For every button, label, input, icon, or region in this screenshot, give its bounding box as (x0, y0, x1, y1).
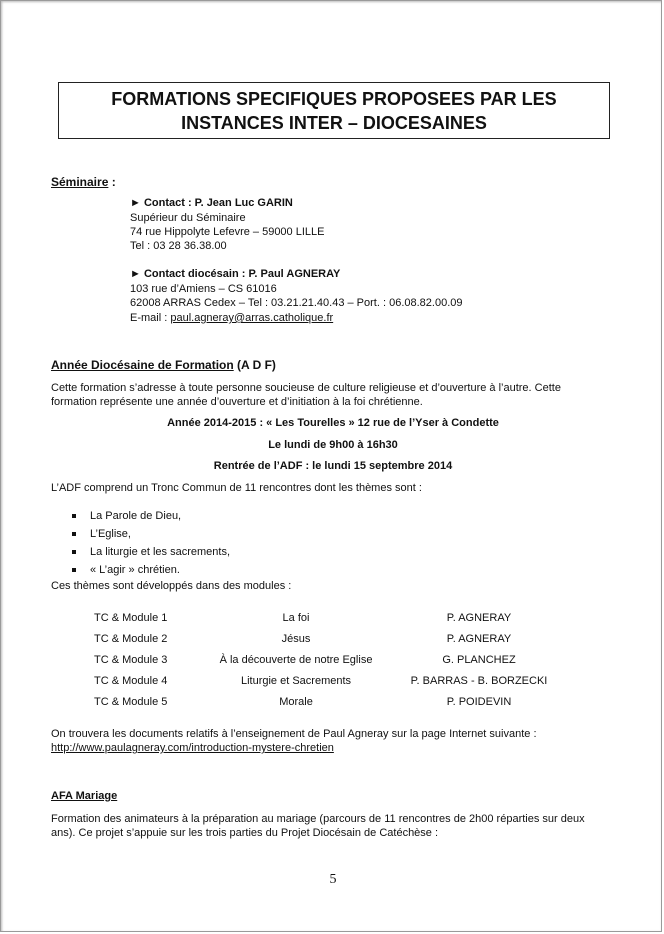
seminaire-heading-suffix: : (108, 175, 116, 189)
email-prefix: E-mail : (130, 312, 171, 324)
theme-text: L’Eglise, (90, 528, 131, 540)
module-row (1, 675, 664, 689)
contact2-line: 103 rue d’Amiens – CS 61016 (130, 283, 277, 295)
module-speaker: P. AGNERAY (446, 612, 512, 624)
module-row (1, 696, 664, 710)
adf-tronc-line: L’ADF comprend un Tronc Commun de 11 rencontres dont les thèmes sont : (51, 482, 422, 494)
module-row (1, 654, 664, 668)
afa-line-1: Formation des animateurs à la préparation au mariage (parcours de 11 rencontres de 2h00 réparties sur deux (51, 813, 585, 825)
modules-intro: Ces thèmes sont développés dans des modules : (51, 580, 292, 592)
module-row (1, 612, 664, 626)
adf-intro-line-2: formation représente une année d’ouverture et d’initiation à la foi chrétienne. (51, 396, 423, 408)
module-theme: À la découverte de notre Eglise (219, 654, 373, 666)
adf-intro-line-1: Cette formation s’adresse à toute personne soucieuse de culture religieuse et d’ouverture à l’autre. Cette (51, 382, 561, 394)
title-line-2: INSTANCES INTER – DIOCESAINES (181, 113, 487, 133)
docs-url-link[interactable]: http://www.paulagneray.com/introduction-mystere-chretien (51, 742, 334, 754)
module-speaker: P. AGNERAY (446, 633, 512, 645)
module-row (1, 633, 664, 647)
title-line-1: FORMATIONS SPECIFIQUES PROPOSEES PAR LES (111, 89, 557, 109)
module-theme: Jésus (281, 633, 311, 645)
module-theme: Liturgie et Sacrements (240, 675, 352, 687)
module-theme: Morale (279, 696, 313, 708)
module-name: TC & Module 1 (94, 612, 168, 624)
bullet-icon (72, 532, 76, 536)
module-name: TC & Module 2 (94, 633, 168, 645)
contact1-line: 74 rue Hippolyte Lefevre – 59000 LILLE (130, 226, 325, 238)
adf-heading-suffix: (A D F) (233, 358, 276, 372)
adf-heading-row (51, 358, 276, 373)
contact1-label: ► Contact : P. Jean Luc GARIN (130, 197, 293, 209)
theme-text: La Parole de Dieu, (90, 510, 182, 522)
adf-heading: Année Diocésaine de Formation (51, 358, 234, 372)
contact1-line: Supérieur du Séminaire (130, 212, 246, 224)
contact2-line: 62008 ARRAS Cedex – Tel : 03.21.21.40.43 – Port. : 06.08.82.00.09 (130, 297, 463, 309)
seminaire-heading-row (51, 175, 116, 190)
theme-text: La liturgie et les sacrements, (90, 546, 231, 558)
seminaire-heading: Séminaire (51, 175, 109, 189)
module-speaker: G. PLANCHEZ (442, 654, 516, 666)
email-link[interactable]: paul.agneray@arras.catholique.fr (170, 312, 334, 324)
module-speaker: P. BARRAS - B. BORZECKI (410, 675, 548, 687)
docs-line: On trouvera les documents relatifs à l’enseignement de Paul Agneray sur la page Internet suivante : (51, 728, 537, 740)
module-speaker: P. POIDEVIN (446, 696, 512, 708)
bullet-icon (72, 514, 76, 518)
module-name: TC & Module 4 (94, 675, 168, 687)
module-name: TC & Module 3 (94, 654, 168, 666)
title-box (58, 82, 610, 139)
contact2-label: ► Contact diocésain : P. Paul AGNERAY (130, 268, 341, 280)
bullet-icon (72, 550, 76, 554)
theme-text: « L’agir » chrétien. (90, 564, 180, 576)
contact2-email-row (130, 311, 333, 325)
contact1-line: Tel : 03 28 36.38.00 (130, 240, 227, 252)
afa-heading: AFA Mariage (51, 790, 118, 802)
adf-year-line: Année 2014-2015 : « Les Tourelles » 12 rue de l’Yser à Condette (167, 417, 499, 429)
page-number: 5 (329, 872, 337, 887)
module-name: TC & Module 5 (94, 696, 168, 708)
module-theme: La foi (282, 612, 310, 624)
adf-rentree-line: Rentrée de l’ADF : le lundi 15 septembre 2014 (213, 460, 453, 472)
afa-line-2: ans). Ce projet s’appuie sur les trois parties du Projet Diocésain de Catéchèse : (51, 827, 439, 839)
adf-time-line: Le lundi de 9h00 à 16h30 (268, 439, 398, 451)
bullet-icon (72, 568, 76, 572)
